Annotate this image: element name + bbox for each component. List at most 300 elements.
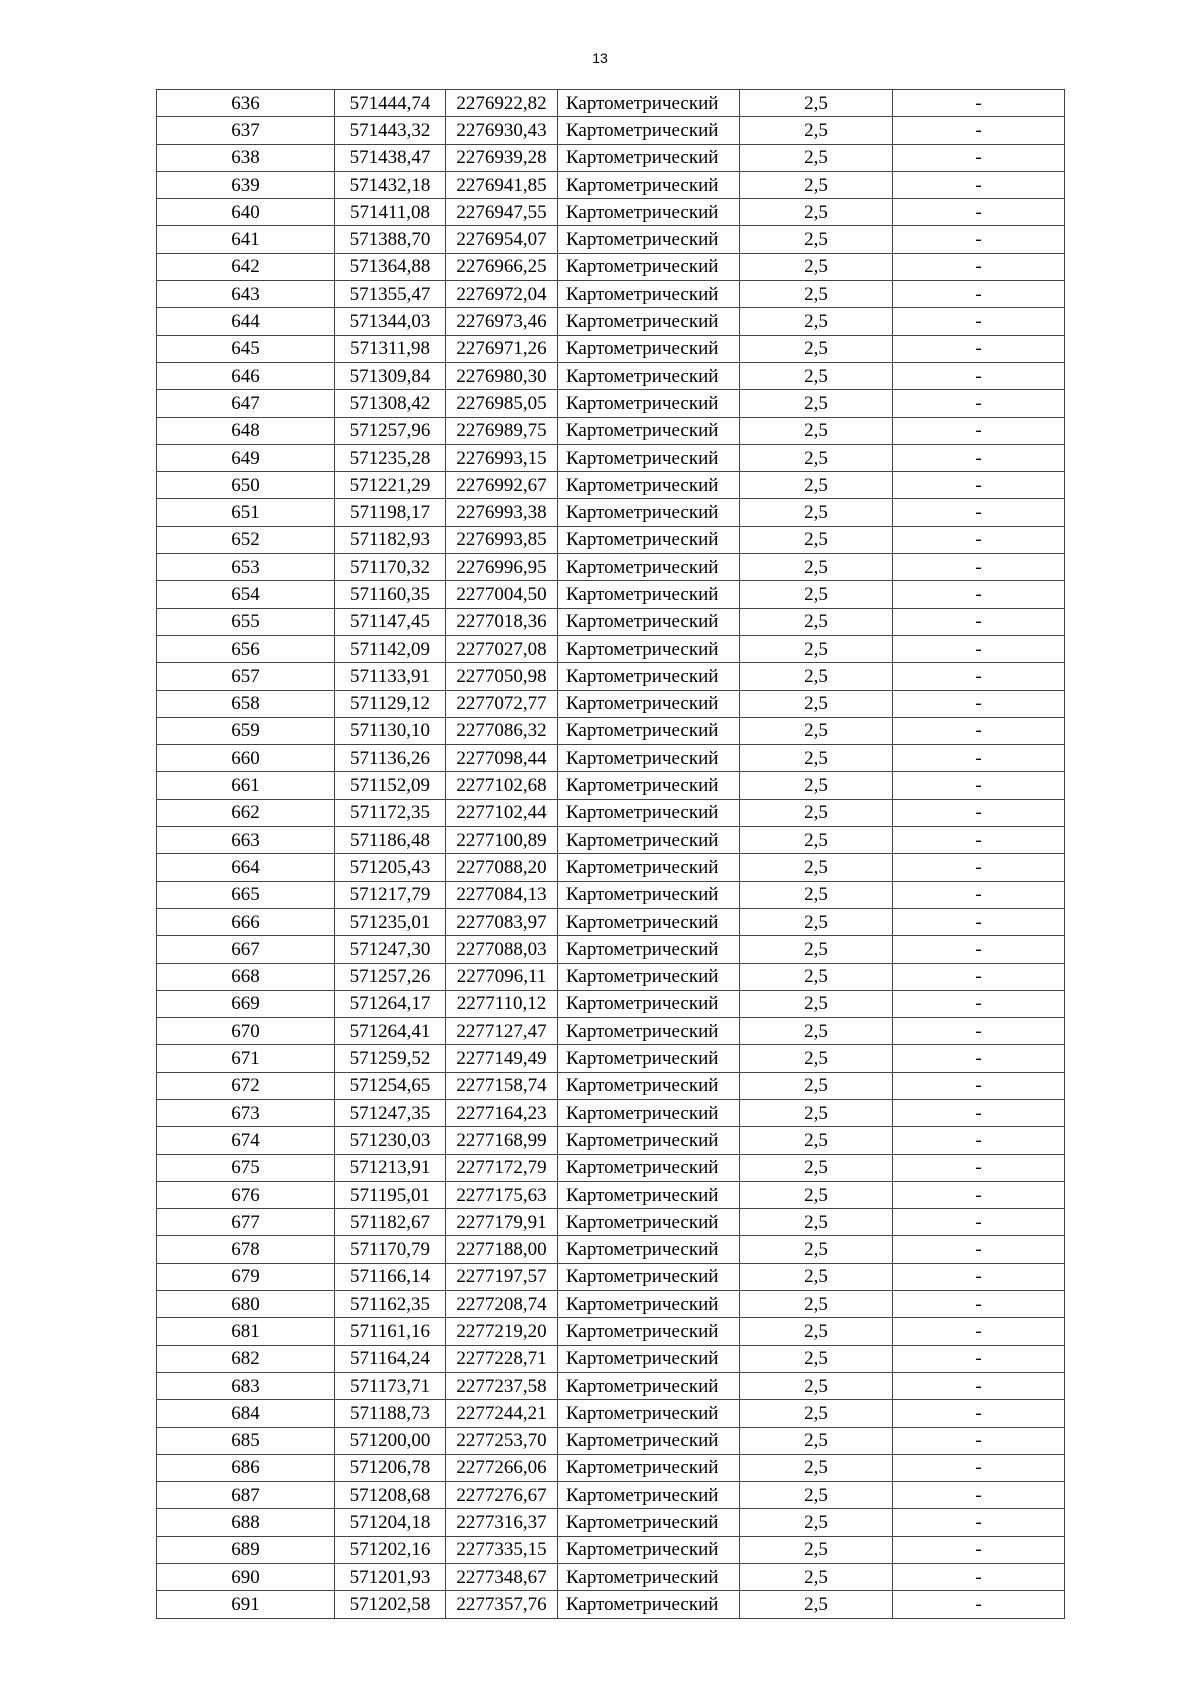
y-coordinate-cell: 2277149,49 [446, 1045, 558, 1072]
y-coordinate-cell: 2277083,97 [446, 908, 558, 935]
y-coordinate-cell: 2277084,13 [446, 881, 558, 908]
x-coordinate-cell: 571201,93 [335, 1564, 446, 1591]
x-coordinate-cell: 571160,35 [335, 581, 446, 608]
table-row [157, 854, 1065, 881]
point-number-cell: 651 [157, 499, 335, 526]
point-number-cell: 638 [157, 144, 335, 171]
description-cell: - [893, 444, 1065, 471]
method-cell: Картометрический [558, 1482, 740, 1509]
point-number-cell: 648 [157, 417, 335, 444]
description-cell: - [893, 717, 1065, 744]
table-row [157, 799, 1065, 826]
method-cell: Картометрический [558, 1318, 740, 1345]
x-coordinate-cell: 571164,24 [335, 1345, 446, 1372]
point-number-cell: 659 [157, 717, 335, 744]
point-number-cell: 688 [157, 1509, 335, 1536]
table-row [157, 635, 1065, 662]
x-coordinate-cell: 571202,16 [335, 1536, 446, 1563]
method-cell: Картометрический [558, 745, 740, 772]
table-row [157, 1018, 1065, 1045]
accuracy-cell: 2,5 [740, 308, 893, 335]
method-cell: Картометрический [558, 1263, 740, 1290]
x-coordinate-cell: 571133,91 [335, 663, 446, 690]
description-cell: - [893, 581, 1065, 608]
x-coordinate-cell: 571147,45 [335, 608, 446, 635]
accuracy-cell: 2,5 [740, 390, 893, 417]
table-row [157, 581, 1065, 608]
accuracy-cell: 2,5 [740, 1291, 893, 1318]
method-cell: Картометрический [558, 1536, 740, 1563]
description-cell: - [893, 171, 1065, 198]
table-row [157, 1099, 1065, 1126]
description-cell: - [893, 827, 1065, 854]
description-cell: - [893, 1209, 1065, 1236]
method-cell: Картометрический [558, 362, 740, 389]
y-coordinate-cell: 2277127,47 [446, 1018, 558, 1045]
accuracy-cell: 2,5 [740, 799, 893, 826]
table-row [157, 526, 1065, 553]
point-number-cell: 665 [157, 881, 335, 908]
method-cell: Картометрический [558, 90, 740, 117]
description-cell: - [893, 1154, 1065, 1181]
point-number-cell: 689 [157, 1536, 335, 1563]
table-row [157, 362, 1065, 389]
description-cell: - [893, 308, 1065, 335]
point-number-cell: 673 [157, 1099, 335, 1126]
table-row [157, 390, 1065, 417]
y-coordinate-cell: 2277357,76 [446, 1591, 558, 1618]
method-cell: Картометрический [558, 144, 740, 171]
method-cell: Картометрический [558, 308, 740, 335]
y-coordinate-cell: 2276973,46 [446, 308, 558, 335]
x-coordinate-cell: 571162,35 [335, 1291, 446, 1318]
point-number-cell: 678 [157, 1236, 335, 1263]
table-row [157, 308, 1065, 335]
point-number-cell: 650 [157, 472, 335, 499]
method-cell: Картометрический [558, 908, 740, 935]
x-coordinate-cell: 571204,18 [335, 1509, 446, 1536]
x-coordinate-cell: 571200,00 [335, 1427, 446, 1454]
x-coordinate-cell: 571195,01 [335, 1181, 446, 1208]
x-coordinate-cell: 571247,35 [335, 1099, 446, 1126]
accuracy-cell: 2,5 [740, 1509, 893, 1536]
description-cell: - [893, 1236, 1065, 1263]
method-cell: Картометрический [558, 117, 740, 144]
x-coordinate-cell: 571205,43 [335, 854, 446, 881]
description-cell: - [893, 608, 1065, 635]
description-cell: - [893, 1263, 1065, 1290]
method-cell: Картометрический [558, 881, 740, 908]
point-number-cell: 664 [157, 854, 335, 881]
y-coordinate-cell: 2277100,89 [446, 827, 558, 854]
x-coordinate-cell: 571217,79 [335, 881, 446, 908]
description-cell: - [893, 199, 1065, 226]
accuracy-cell: 2,5 [740, 1318, 893, 1345]
table-row [157, 717, 1065, 744]
y-coordinate-cell: 2276980,30 [446, 362, 558, 389]
y-coordinate-cell: 2276941,85 [446, 171, 558, 198]
y-coordinate-cell: 2276993,15 [446, 444, 558, 471]
method-cell: Картометрический [558, 690, 740, 717]
x-coordinate-cell: 571432,18 [335, 171, 446, 198]
x-coordinate-cell: 571208,68 [335, 1482, 446, 1509]
accuracy-cell: 2,5 [740, 1372, 893, 1399]
description-cell: - [893, 417, 1065, 444]
description-cell: - [893, 362, 1065, 389]
accuracy-cell: 2,5 [740, 963, 893, 990]
point-number-cell: 662 [157, 799, 335, 826]
point-number-cell: 674 [157, 1127, 335, 1154]
accuracy-cell: 2,5 [740, 827, 893, 854]
x-coordinate-cell: 571230,03 [335, 1127, 446, 1154]
description-cell: - [893, 1345, 1065, 1372]
x-coordinate-cell: 571186,48 [335, 827, 446, 854]
table-row [157, 499, 1065, 526]
table-row [157, 417, 1065, 444]
y-coordinate-cell: 2276996,95 [446, 554, 558, 581]
point-number-cell: 669 [157, 990, 335, 1017]
method-cell: Картометрический [558, 226, 740, 253]
table-row [157, 990, 1065, 1017]
table-row [157, 663, 1065, 690]
point-number-cell: 687 [157, 1482, 335, 1509]
description-cell: - [893, 1400, 1065, 1427]
x-coordinate-cell: 571235,01 [335, 908, 446, 935]
table-row [157, 554, 1065, 581]
y-coordinate-cell: 2276972,04 [446, 281, 558, 308]
table-row [157, 963, 1065, 990]
accuracy-cell: 2,5 [740, 1236, 893, 1263]
method-cell: Картометрический [558, 199, 740, 226]
x-coordinate-cell: 571443,32 [335, 117, 446, 144]
x-coordinate-cell: 571213,91 [335, 1154, 446, 1181]
point-number-cell: 682 [157, 1345, 335, 1372]
accuracy-cell: 2,5 [740, 1591, 893, 1618]
description-cell: - [893, 1291, 1065, 1318]
method-cell: Картометрический [558, 417, 740, 444]
method-cell: Картометрический [558, 1591, 740, 1618]
method-cell: Картометрический [558, 608, 740, 635]
y-coordinate-cell: 2277050,98 [446, 663, 558, 690]
y-coordinate-cell: 2277164,23 [446, 1099, 558, 1126]
y-coordinate-cell: 2277188,00 [446, 1236, 558, 1263]
table-row [157, 936, 1065, 963]
point-number-cell: 668 [157, 963, 335, 990]
method-cell: Картометрический [558, 1099, 740, 1126]
point-number-cell: 670 [157, 1018, 335, 1045]
y-coordinate-cell: 2276992,67 [446, 472, 558, 499]
method-cell: Картометрический [558, 1209, 740, 1236]
x-coordinate-cell: 571254,65 [335, 1072, 446, 1099]
table-row [157, 1072, 1065, 1099]
method-cell: Картометрический [558, 1181, 740, 1208]
x-coordinate-cell: 571202,58 [335, 1591, 446, 1618]
method-cell: Картометрический [558, 444, 740, 471]
y-coordinate-cell: 2277168,99 [446, 1127, 558, 1154]
description-cell: - [893, 908, 1065, 935]
x-coordinate-cell: 571136,26 [335, 745, 446, 772]
method-cell: Картометрический [558, 554, 740, 581]
accuracy-cell: 2,5 [740, 1482, 893, 1509]
point-number-cell: 683 [157, 1372, 335, 1399]
point-number-cell: 661 [157, 772, 335, 799]
description-cell: - [893, 990, 1065, 1017]
y-coordinate-cell: 2277175,63 [446, 1181, 558, 1208]
table-row [157, 226, 1065, 253]
accuracy-cell: 2,5 [740, 635, 893, 662]
accuracy-cell: 2,5 [740, 253, 893, 280]
x-coordinate-cell: 571257,96 [335, 417, 446, 444]
table-row [157, 117, 1065, 144]
x-coordinate-cell: 571308,42 [335, 390, 446, 417]
accuracy-cell: 2,5 [740, 499, 893, 526]
point-number-cell: 672 [157, 1072, 335, 1099]
method-cell: Картометрический [558, 499, 740, 526]
table-row [157, 1591, 1065, 1618]
method-cell: Картометрический [558, 1372, 740, 1399]
description-cell: - [893, 335, 1065, 362]
x-coordinate-cell: 571259,52 [335, 1045, 446, 1072]
table-row [157, 608, 1065, 635]
table-row [157, 1127, 1065, 1154]
point-number-cell: 639 [157, 171, 335, 198]
point-number-cell: 654 [157, 581, 335, 608]
accuracy-cell: 2,5 [740, 199, 893, 226]
x-coordinate-cell: 571388,70 [335, 226, 446, 253]
accuracy-cell: 2,5 [740, 990, 893, 1017]
description-cell: - [893, 854, 1065, 881]
description-cell: - [893, 745, 1065, 772]
y-coordinate-cell: 2277088,03 [446, 936, 558, 963]
table-row [157, 1482, 1065, 1509]
point-number-cell: 642 [157, 253, 335, 280]
method-cell: Картометрический [558, 1427, 740, 1454]
y-coordinate-cell: 2277004,50 [446, 581, 558, 608]
description-cell: - [893, 1591, 1065, 1618]
table-row [157, 1564, 1065, 1591]
x-coordinate-cell: 571166,14 [335, 1263, 446, 1290]
point-number-cell: 676 [157, 1181, 335, 1208]
x-coordinate-cell: 571170,32 [335, 554, 446, 581]
accuracy-cell: 2,5 [740, 772, 893, 799]
x-coordinate-cell: 571444,74 [335, 90, 446, 117]
x-coordinate-cell: 571206,78 [335, 1454, 446, 1481]
table-row [157, 908, 1065, 935]
point-number-cell: 663 [157, 827, 335, 854]
method-cell: Картометрический [558, 171, 740, 198]
y-coordinate-cell: 2277253,70 [446, 1427, 558, 1454]
table-row [157, 1154, 1065, 1181]
table-row [157, 1291, 1065, 1318]
description-cell: - [893, 799, 1065, 826]
method-cell: Картометрический [558, 1345, 740, 1372]
point-number-cell: 691 [157, 1591, 335, 1618]
table-row [157, 772, 1065, 799]
accuracy-cell: 2,5 [740, 1209, 893, 1236]
point-number-cell: 636 [157, 90, 335, 117]
table-row [157, 144, 1065, 171]
table-row [157, 1318, 1065, 1345]
point-number-cell: 666 [157, 908, 335, 935]
table-row [157, 171, 1065, 198]
description-cell: - [893, 1372, 1065, 1399]
accuracy-cell: 2,5 [740, 717, 893, 744]
y-coordinate-cell: 2276922,82 [446, 90, 558, 117]
accuracy-cell: 2,5 [740, 908, 893, 935]
method-cell: Картометрический [558, 281, 740, 308]
table-row [157, 1045, 1065, 1072]
point-number-cell: 658 [157, 690, 335, 717]
accuracy-cell: 2,5 [740, 1099, 893, 1126]
description-cell: - [893, 936, 1065, 963]
y-coordinate-cell: 2276954,07 [446, 226, 558, 253]
y-coordinate-cell: 2276930,43 [446, 117, 558, 144]
description-cell: - [893, 1509, 1065, 1536]
x-coordinate-cell: 571411,08 [335, 199, 446, 226]
table-row [157, 1509, 1065, 1536]
y-coordinate-cell: 2277208,74 [446, 1291, 558, 1318]
point-number-cell: 667 [157, 936, 335, 963]
accuracy-cell: 2,5 [740, 1263, 893, 1290]
table-row [157, 1454, 1065, 1481]
y-coordinate-cell: 2277110,12 [446, 990, 558, 1017]
x-coordinate-cell: 571129,12 [335, 690, 446, 717]
y-coordinate-cell: 2277088,20 [446, 854, 558, 881]
method-cell: Картометрический [558, 1045, 740, 1072]
method-cell: Картометрический [558, 663, 740, 690]
method-cell: Картометрический [558, 335, 740, 362]
point-number-cell: 655 [157, 608, 335, 635]
description-cell: - [893, 90, 1065, 117]
accuracy-cell: 2,5 [740, 745, 893, 772]
point-number-cell: 679 [157, 1263, 335, 1290]
accuracy-cell: 2,5 [740, 608, 893, 635]
y-coordinate-cell: 2276993,85 [446, 526, 558, 553]
description-cell: - [893, 1072, 1065, 1099]
coordinates-table [156, 89, 1065, 1619]
y-coordinate-cell: 2277197,57 [446, 1263, 558, 1290]
accuracy-cell: 2,5 [740, 117, 893, 144]
accuracy-cell: 2,5 [740, 1454, 893, 1481]
method-cell: Картометрический [558, 827, 740, 854]
y-coordinate-cell: 2276989,75 [446, 417, 558, 444]
accuracy-cell: 2,5 [740, 362, 893, 389]
point-number-cell: 647 [157, 390, 335, 417]
y-coordinate-cell: 2277266,06 [446, 1454, 558, 1481]
point-number-cell: 685 [157, 1427, 335, 1454]
accuracy-cell: 2,5 [740, 936, 893, 963]
accuracy-cell: 2,5 [740, 554, 893, 581]
point-number-cell: 677 [157, 1209, 335, 1236]
description-cell: - [893, 1045, 1065, 1072]
accuracy-cell: 2,5 [740, 226, 893, 253]
accuracy-cell: 2,5 [740, 526, 893, 553]
y-coordinate-cell: 2276993,38 [446, 499, 558, 526]
table-row [157, 1427, 1065, 1454]
y-coordinate-cell: 2277102,68 [446, 772, 558, 799]
y-coordinate-cell: 2277098,44 [446, 745, 558, 772]
table-row [157, 1400, 1065, 1427]
coordinates-table-body [157, 90, 1065, 1619]
y-coordinate-cell: 2277179,91 [446, 1209, 558, 1236]
accuracy-cell: 2,5 [740, 1018, 893, 1045]
method-cell: Картометрический [558, 1400, 740, 1427]
point-number-cell: 684 [157, 1400, 335, 1427]
x-coordinate-cell: 571182,67 [335, 1209, 446, 1236]
x-coordinate-cell: 571344,03 [335, 308, 446, 335]
accuracy-cell: 2,5 [740, 690, 893, 717]
table-row [157, 690, 1065, 717]
x-coordinate-cell: 571364,88 [335, 253, 446, 280]
y-coordinate-cell: 2276939,28 [446, 144, 558, 171]
table-row [157, 881, 1065, 908]
table-row [157, 1345, 1065, 1372]
table-row [157, 745, 1065, 772]
accuracy-cell: 2,5 [740, 335, 893, 362]
description-cell: - [893, 1454, 1065, 1481]
accuracy-cell: 2,5 [740, 1564, 893, 1591]
point-number-cell: 660 [157, 745, 335, 772]
description-cell: - [893, 1181, 1065, 1208]
y-coordinate-cell: 2277027,08 [446, 635, 558, 662]
description-cell: - [893, 1127, 1065, 1154]
method-cell: Картометрический [558, 1564, 740, 1591]
y-coordinate-cell: 2277072,77 [446, 690, 558, 717]
x-coordinate-cell: 571355,47 [335, 281, 446, 308]
y-coordinate-cell: 2277219,20 [446, 1318, 558, 1345]
description-cell: - [893, 1099, 1065, 1126]
method-cell: Картометрический [558, 1072, 740, 1099]
point-number-cell: 637 [157, 117, 335, 144]
point-number-cell: 644 [157, 308, 335, 335]
method-cell: Картометрический [558, 253, 740, 280]
table-row [157, 253, 1065, 280]
x-coordinate-cell: 571161,16 [335, 1318, 446, 1345]
accuracy-cell: 2,5 [740, 1427, 893, 1454]
y-coordinate-cell: 2277276,67 [446, 1482, 558, 1509]
accuracy-cell: 2,5 [740, 1536, 893, 1563]
point-number-cell: 656 [157, 635, 335, 662]
point-number-cell: 675 [157, 1154, 335, 1181]
table-row [157, 1372, 1065, 1399]
x-coordinate-cell: 571309,84 [335, 362, 446, 389]
method-cell: Картометрический [558, 635, 740, 662]
y-coordinate-cell: 2277335,15 [446, 1536, 558, 1563]
description-cell: - [893, 663, 1065, 690]
description-cell: - [893, 635, 1065, 662]
point-number-cell: 641 [157, 226, 335, 253]
accuracy-cell: 2,5 [740, 663, 893, 690]
method-cell: Картометрический [558, 990, 740, 1017]
description-cell: - [893, 963, 1065, 990]
description-cell: - [893, 117, 1065, 144]
method-cell: Картометрический [558, 1154, 740, 1181]
accuracy-cell: 2,5 [740, 1400, 893, 1427]
point-number-cell: 686 [157, 1454, 335, 1481]
x-coordinate-cell: 571172,35 [335, 799, 446, 826]
accuracy-cell: 2,5 [740, 581, 893, 608]
description-cell: - [893, 281, 1065, 308]
accuracy-cell: 2,5 [740, 472, 893, 499]
accuracy-cell: 2,5 [740, 854, 893, 881]
point-number-cell: 657 [157, 663, 335, 690]
x-coordinate-cell: 571235,28 [335, 444, 446, 471]
point-number-cell: 652 [157, 526, 335, 553]
method-cell: Картометрический [558, 1236, 740, 1263]
x-coordinate-cell: 571173,71 [335, 1372, 446, 1399]
method-cell: Картометрический [558, 1509, 740, 1536]
accuracy-cell: 2,5 [740, 144, 893, 171]
